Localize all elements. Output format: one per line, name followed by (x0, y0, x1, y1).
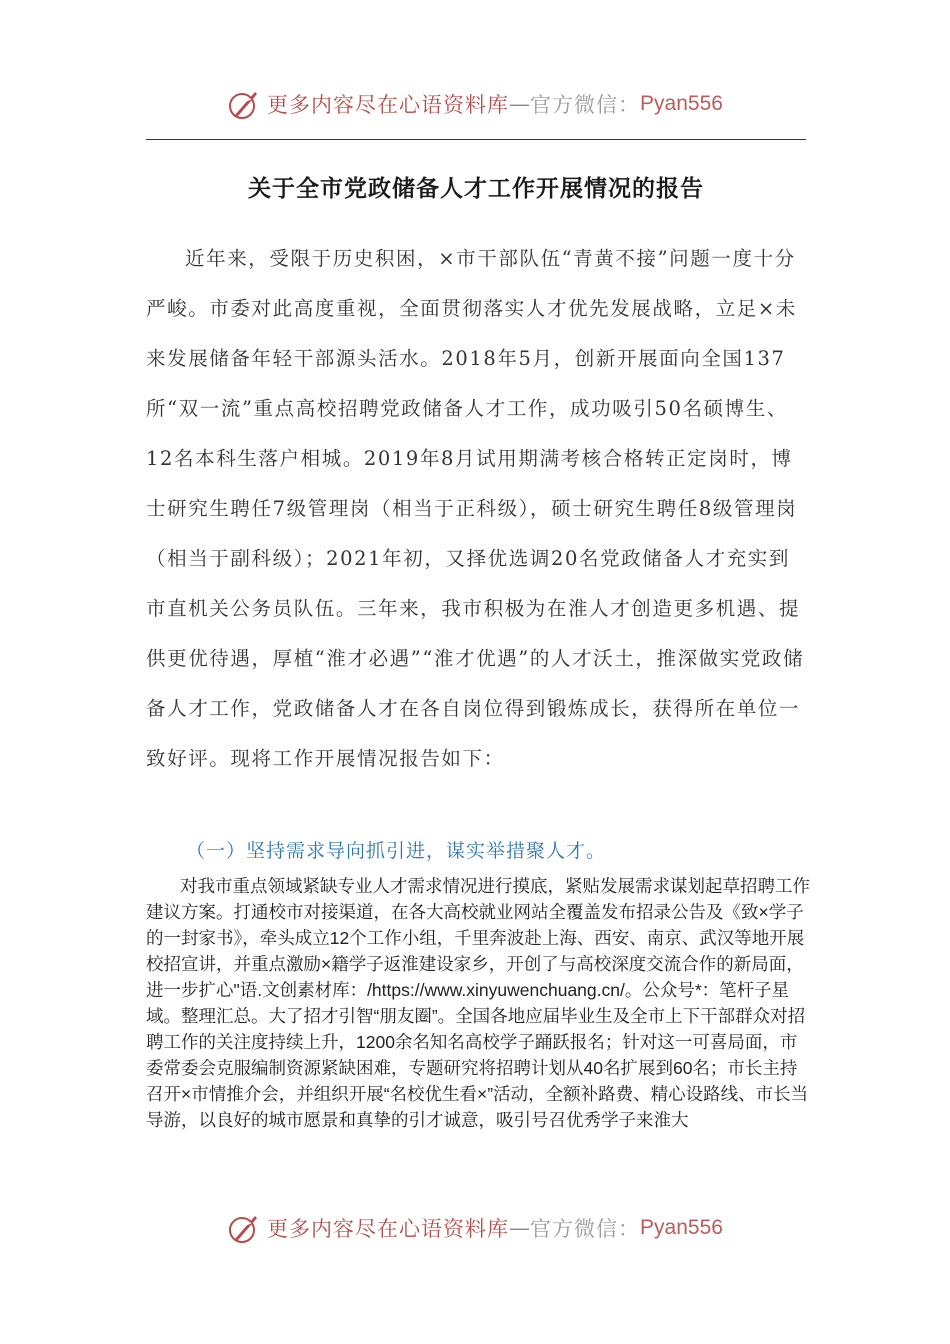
section1-body (146, 873, 810, 1133)
header-divider (146, 139, 806, 140)
header-separator: — (509, 92, 531, 116)
section1-paragraph: 对我市重点领域紧缺专业人才需求情况进行摸底，紧贴发展需求谋划起草招聘工作建议方案。打通校市对接渠道，在各大高校就业网站全覆盖发布招录公告及《致×学子的一封家书》，牵头成立12个工作小组，千里奔波赴上海、西安、南京、武汉等地开展校招宣讲，并重点激励×籍学子返淮建设家乡，开创了与高校深度交流合作的新局面，进一步扩心"语.文创素材库：/https://www.xinyuwenchuang.cn/。公众号*：笔杆子星域。整理汇总。大了招才引智“朋友圈”。全国各地应届毕业生及全市上下干部群众对招聘工作的关注度持续上升，1200余名知名高校学子踊跃报名；针对这一可喜局面，市委常委会克服编制资源紧缺困难，专题研究将招聘计划从40名扩展到60名；市长主持召开×市情推介会，并组织开展“名校优生看×”活动，全额补路费、精心设路线、市长当导游，以良好的城市愿景和真挚的引才诚意，吸引号召优秀学子来淮大 (146, 876, 810, 1130)
footer-separator: — (509, 1216, 531, 1240)
header-banner (0, 82, 950, 126)
intro-paragraph: 近年来，受限于历史积困，×市干部队伍“青黄不接”问题一度十分严峻。市委对此高度重视，全面贯彻落实人才优先发展战略，立足×未来发展储备年轻干部源头活水。2018年5月，创新开展面向全国137所“双一流”重点高校招聘党政储备人才工作，成功吸引50名硕博生、12名本科生落户相城。2019年8月试用期满考核合格转正定岗时，博士研究生聘任7级管理岗（相当于正科级），硕士研究生聘任8级管理岗（相当于副科级）；2021年初，又择优选调20名党政储备人才充实到市直机关公务员队伍。三年来，我市积极为在淮人才创造更多机遇、提供更优待遇，厚植“淮才必遇”“淮才优遇”的人才沃土，推深做实党政储备人才工作，党政储备人才在各自岗位得到锻炼成长，获得所在单位一致好评。现将工作开展情况报告如下： (146, 247, 805, 770)
footer-brand-text: 更多内容尽在心语资料库 (267, 1217, 510, 1241)
header-brand-text: 更多内容尽在心语资料库 (267, 93, 510, 117)
header-wechat-id: Pyan556 (640, 92, 723, 115)
footer-banner (0, 1206, 950, 1250)
section1-heading: （一）坚持需求导向抓引进，谋实举措聚人才。 (186, 840, 607, 862)
quill-pen-logo-icon (227, 1211, 261, 1245)
footer-official-label: 官方微信： (530, 1217, 641, 1241)
document-title: 关于全市党政储备人才工作开展情况的报告 (248, 175, 704, 202)
header-official-label: 官方微信： (530, 93, 641, 117)
intro-section (146, 234, 810, 784)
quill-pen-logo-icon (227, 87, 261, 121)
footer-wechat-id: Pyan556 (640, 1216, 723, 1239)
